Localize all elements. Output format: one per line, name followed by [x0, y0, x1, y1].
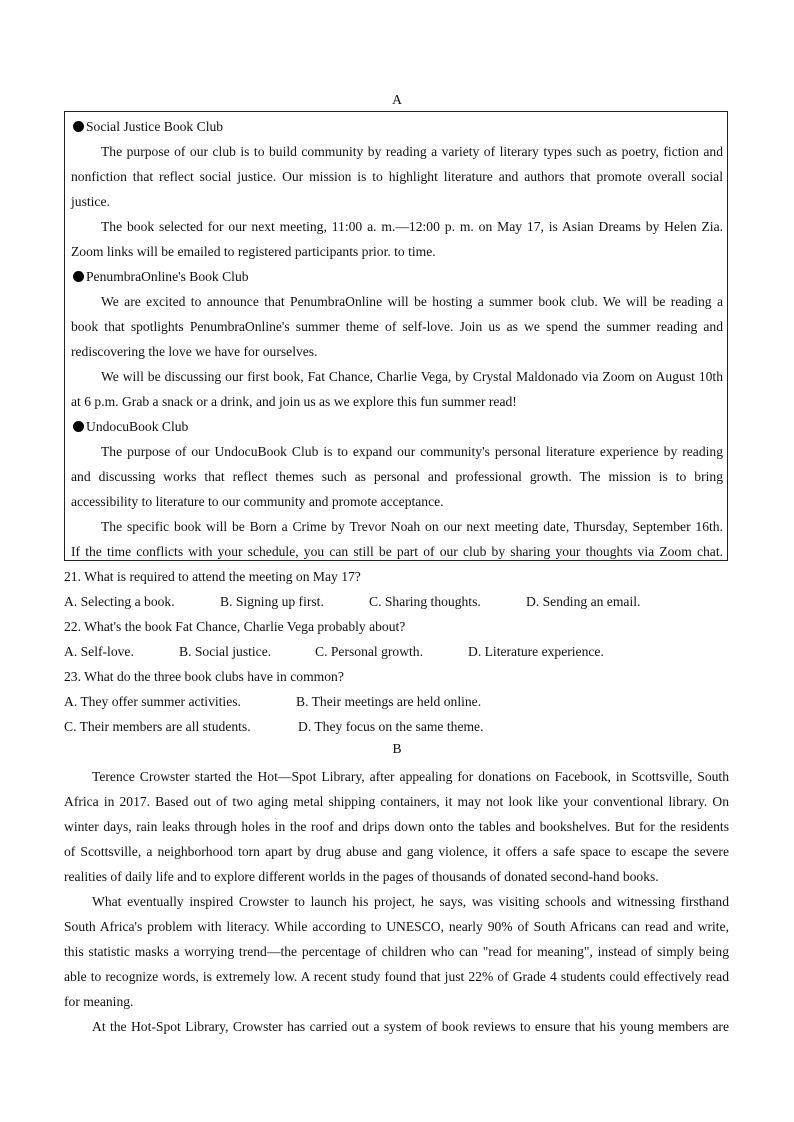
- q22-option-b: B. Social justice.: [179, 644, 272, 659]
- paragraph-line: able to recognize words, is extremely low. A recent study found that just 22% of Grade 4 students could effectively read: [64, 969, 729, 984]
- question-21-stem: 21. What is required to attend the meeting on May 17?: [64, 569, 361, 584]
- paragraph-line: We are excited to announce that PenumbraOnline will be hosting a summer book club. We will be reading a: [101, 294, 723, 309]
- club-title-penumbra: PenumbraOnline's Book Club: [73, 264, 249, 289]
- passage-a-label: A: [392, 92, 402, 107]
- q23-option-c: C. Their members are all students.: [64, 719, 251, 734]
- club-title-social-justice: Social Justice Book Club: [73, 114, 223, 139]
- q23-option-a: A. They offer summer activities.: [64, 694, 241, 709]
- paragraph-line: Terence Crowster started the Hot—Spot Library, after appealing for donations on Facebook, in Scottsville, South: [92, 769, 729, 784]
- paragraph-line: At the Hot-Spot Library, Crowster has carried out a system of book reviews to ensure that his young members are: [92, 1019, 729, 1034]
- question-23-stem: 23. What do the three book clubs have in common?: [64, 669, 344, 684]
- q22-option-a: A. Self-love.: [64, 644, 134, 659]
- paragraph-line: The book selected for our next meeting, 11:00 a. m.—12:00 p. m. on May 17, is Asian Dreams by Helen Zia.: [101, 219, 723, 234]
- paragraph-line: winter days, rain leaks through holes in the roof and drips down onto the tables and bookshelves. But for the residents: [64, 819, 729, 834]
- paragraph-line: this statistic masks a worrying trend—the percentage of children who can "read for meaning", instead of simply being: [64, 944, 729, 959]
- q23-option-d: D. They focus on the same theme.: [298, 719, 484, 734]
- paragraph-line: Zoom links will be emailed to registered participants prior. to time.: [71, 244, 436, 259]
- bullet-icon: [73, 421, 84, 432]
- q21-option-b: B. Signing up first.: [220, 594, 324, 609]
- bullet-icon: [73, 121, 84, 132]
- q23-option-b: B. Their meetings are held online.: [296, 694, 482, 709]
- paragraph-line: What eventually inspired Crowster to launch his project, he says, was visiting schools and witnessing firsthand: [92, 894, 729, 909]
- q21-option-d: D. Sending an email.: [526, 594, 641, 609]
- q21-option-a: A. Selecting a book.: [64, 594, 175, 609]
- paragraph-line: nonfiction that reflect social justice. Our mission is to highlight literature and authors that promote overall social: [71, 169, 723, 184]
- paragraph-line: of Scottsville, a neighborhood torn apart by drug abuse and gang violence, it offers a safe space to escape the severe: [64, 844, 729, 859]
- club-title-undocubook: UndocuBook Club: [73, 414, 188, 439]
- q22-option-d: D. Literature experience.: [468, 644, 604, 659]
- paragraph-line: Africa in 2017. Based out of two aging metal shipping containers, it may not look like your conventional library. On: [64, 794, 729, 809]
- paragraph-line: accessibility to literature to our community and promote acceptance.: [71, 494, 444, 509]
- paragraph-line: rediscovering the love we have for ourselves.: [71, 344, 318, 359]
- paragraph-line: The specific book will be Born a Crime by Trevor Noah on our next meeting date, Thursday, September 16th.: [101, 519, 723, 534]
- paragraph-line: for meaning.: [64, 994, 134, 1009]
- paragraph-line: If the time conflicts with your schedule, you can still be part of our club by sharing your thoughts via Zoom chat.: [71, 544, 723, 559]
- paragraph-line: at 6 p.m. Grab a snack or a drink, and join us as we explore this fun summer read!: [71, 394, 517, 409]
- q21-option-c: C. Sharing thoughts.: [369, 594, 481, 609]
- paragraph-line: and discussing works that reflect themes such as personal and professional growth. The mission is to bring: [71, 469, 723, 484]
- q22-option-c: C. Personal growth.: [315, 644, 423, 659]
- question-22-stem: 22. What's the book Fat Chance, Charlie Vega probably about?: [64, 619, 406, 634]
- passage-b-label: B: [392, 741, 402, 756]
- passage-a-box: [64, 111, 728, 561]
- paragraph-line: South Africa's problem with literacy. While according to UNESCO, nearly 90% of South Africans can read and write,: [64, 919, 729, 934]
- paragraph-line: The purpose of our UndocuBook Club is to expand our community's personal literature experience by reading: [101, 444, 723, 459]
- paragraph-line: realities of daily life and to explore different worlds in the pages of thousands of donated second-hand books.: [64, 869, 659, 884]
- paragraph-line: The purpose of our club is to build community by reading a variety of literary types such as poetry, fiction and: [101, 144, 723, 159]
- paragraph-line: We will be discussing our first book, Fat Chance, Charlie Vega, by Crystal Maldonado via Zoom on August 10th: [101, 369, 723, 384]
- paragraph-line: book that spotlights PenumbraOnline's summer theme of self-love. Join us as we spend the summer reading and: [71, 319, 723, 334]
- paragraph-line: justice.: [71, 194, 110, 209]
- bullet-icon: [73, 271, 84, 282]
